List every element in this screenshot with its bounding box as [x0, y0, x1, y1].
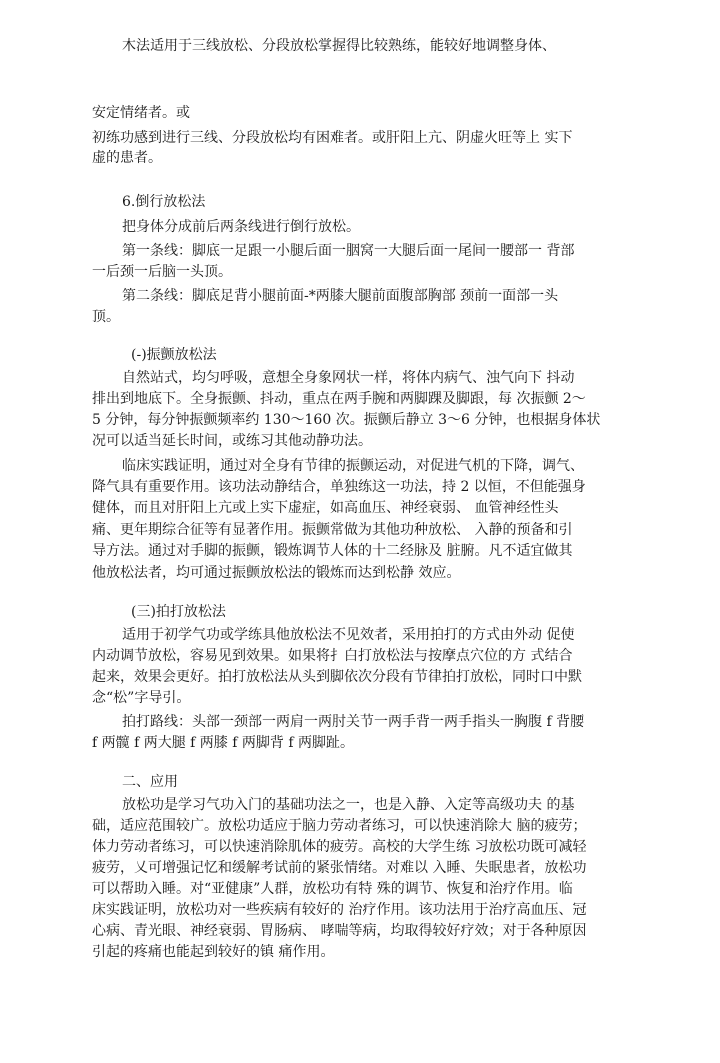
text-line: 拍打路线：头部一颈部一两肩一两肘关节一两手背一两手指头一胸腹 f 背腰: [122, 714, 585, 730]
text-line: f 两髋 f 两大腿 f 两膝 f 两脚背 f 两脚趾。: [92, 735, 354, 751]
text-line: 顶。: [92, 309, 120, 325]
text-line: 引起的疼痛也能起到较好的镇 痛作用。: [92, 944, 335, 960]
text-line: 初练功感到进行三线、分段放松均有困难者。或肝阳上亢、阴虚火旺等上 实下: [92, 130, 573, 146]
text-line: 可以帮助入睡。对“亚健康”人群，放松功有特 殊的调节、恢复和治疗作用。临: [92, 881, 573, 897]
text-line: 疲劳，乂可增强记忆和缓解考试前的紧张情绪。对难以 入睡、失眠患者，放松功: [92, 860, 587, 876]
text-line: 况可以适当延长时间，或练习其他动静功法。: [92, 433, 372, 449]
section-heading: 6.倒行放松法: [122, 194, 206, 210]
text-line: 心病、青光眼、神经衰弱、胃肠病、 哮喘等病，均取得较好疗效；对于各种原因: [92, 923, 587, 939]
text-line: 降气具有重要作用。该功法动静结合，单独练这一功法，持 2 以恒，不但能强身: [92, 479, 586, 495]
text-line: 床实践证明，放松功对一些疾病有较好的 治疗作用。该功法用于治疗高血压、冠: [92, 902, 587, 918]
text-line: 础，适应范围较广。放松功适应于脑力劳动者练习，可以快速消除大 脑的疲劳；: [92, 818, 587, 834]
text-line: 健体，而且对肝阳上亢或上实下虚症，如高血压、神经衰弱、 血管神经性头: [92, 500, 559, 516]
text-line: 体力劳动者练习，可以快速消除肌体的疲劳。高校的大学生练 习放松功既可减轻: [92, 839, 587, 855]
text-line: 痛、更年期综合征等有显著作用。振颤常做为其他功种放松、 入静的预备和引: [92, 522, 573, 538]
text-line: 导方法。通过对手脚的振颤，锻炼调节人体的十二经脉及 脏腑。凡不适宜做其: [92, 543, 573, 559]
text-line: 虚的患者。: [92, 150, 162, 166]
text-line: 5 分钟，每分钟振颤频率约 130〜160 次。振颤后静立 3〜6 分钟，也根据身体状: [92, 412, 601, 428]
text-line: 安定情绪者。或: [92, 105, 190, 121]
text-line: 一后颈一后脑一头顶。: [92, 264, 232, 280]
text-line: 自然站式，均匀呼吸，意想全身象网状一样，将体内病气、浊气向下 抖动: [122, 370, 575, 386]
text-line: 把身体分成前后两条线进行倒行放松。: [122, 219, 360, 235]
text-line: 木法适用于三线放松、分段放松掌握得比较熟练，能较好地调整身体、: [122, 38, 556, 54]
text-line: 排出到地底下。全身振颤、抖动，重点在两手腕和两脚踝及脚跟，每 次振颤 2〜: [92, 391, 586, 407]
text-line: 念“松”字导引。: [92, 690, 191, 706]
text-line: 第二条线：脚底足背小腿前面-*两膝大腿前面腹部胸部 颈前一面部一头: [122, 288, 559, 304]
text-line: 适用于初学气功或学练具他放松法不见效者，采用拍打的方式由外动 促使: [122, 627, 575, 643]
section-heading: (三)拍打放松法: [131, 604, 226, 620]
section-heading: 二、应用: [122, 774, 178, 790]
text-line: 内动调节放松，容易见到效果。如果将扌白打放松法与按摩点穴位的方 式结合: [92, 648, 573, 664]
text-line: 起来，效果会更好。拍打放松法从头到脚依次分段有节律拍打放松，同时口中默: [92, 669, 582, 685]
text-line: 放松功是学习气功入门的基础功法之一，也是入静、入定等高级功夫 的基: [122, 797, 575, 813]
section-heading: (-)振颤放松法: [131, 347, 217, 363]
text-line: 临床实践证明，通过对全身有节律的振颤运动，对促进气机的下降，调气、: [122, 458, 584, 474]
text-line: 他放松法者，均可通过振颤放松法的锻炼而达到松静 效应。: [92, 565, 461, 581]
text-line: 第一条线：脚底一足跟一小腿后面一胭窝一大腿后面一尾间一腰部一 背部: [122, 243, 575, 259]
